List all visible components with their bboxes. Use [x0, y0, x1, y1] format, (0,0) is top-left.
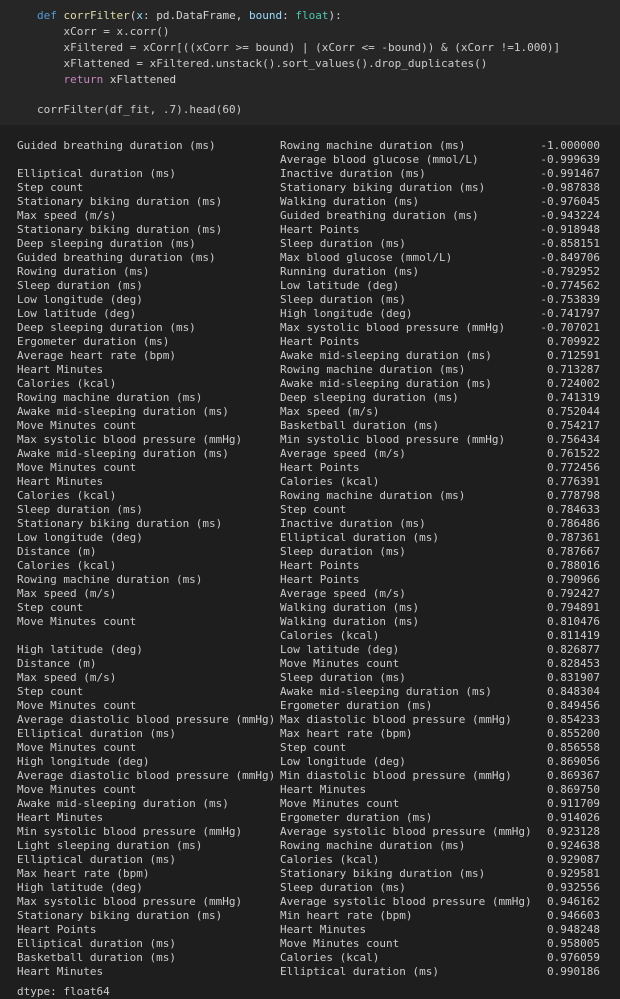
row-value: 0.794891 — [547, 601, 600, 614]
row-index-a: Awake mid-sleeping duration (ms) — [17, 797, 229, 810]
row-value: 0.929087 — [547, 853, 600, 866]
row-index-a: Stationary biking duration (ms) — [17, 223, 223, 236]
row-index-b: Rowing machine duration (ms) — [280, 489, 466, 502]
row-index-b: Heart Points — [280, 559, 360, 572]
row-index-a: Light sleeping duration (ms) — [17, 839, 203, 852]
row-index-b: Walking duration (ms) — [280, 195, 420, 208]
row-index-b: Move Minutes count — [280, 937, 400, 950]
row-value: 0.948248 — [547, 923, 600, 936]
row-value: 0.787361 — [547, 531, 600, 544]
row-index-a: Heart Minutes — [17, 475, 104, 488]
row-index-b: Awake mid-sleeping duration (ms) — [280, 685, 492, 698]
row-value: 0.946162 — [547, 895, 600, 908]
row-value: 0.855200 — [547, 727, 600, 740]
row-index-a: Max heart rate (bpm) — [17, 867, 150, 880]
row-index-a: High latitude (deg) — [17, 643, 143, 656]
row-index-b: Sleep duration (ms) — [280, 293, 406, 306]
row-index-b: Min diastolic blood pressure (mmHg) — [280, 769, 512, 782]
row-value: 0.932556 — [547, 881, 600, 894]
row-index-b: Low latitude (deg) — [280, 279, 400, 292]
row-value: 0.811419 — [547, 629, 600, 642]
row-value: 0.914026 — [547, 811, 600, 824]
row-index-b: Ergometer duration (ms) — [280, 811, 433, 824]
row-index-b: Min heart rate (bpm) — [280, 909, 413, 922]
row-index-a: Elliptical duration (ms) — [17, 167, 176, 180]
row-index-a: Heart Minutes — [17, 363, 104, 376]
row-value: -0.792952 — [540, 265, 600, 278]
code-line-6: corrFilter(df_fit, .7).head(60) — [37, 103, 243, 116]
row-value: 0.869367 — [547, 769, 600, 782]
row-index-b: Deep sleeping duration (ms) — [280, 391, 459, 404]
row-value: 0.924638 — [547, 839, 600, 852]
code-line-2: xCorr = x.corr() — [37, 25, 170, 38]
row-index-a: Calories (kcal) — [17, 559, 117, 572]
row-value: 0.849456 — [547, 699, 600, 712]
row-value: 0.776391 — [547, 475, 600, 488]
row-index-b: Rowing machine duration (ms) — [280, 139, 466, 152]
row-index-a: Max speed (m/s) — [17, 671, 117, 684]
row-value: 0.976059 — [547, 951, 600, 964]
row-value: 0.848304 — [547, 685, 600, 698]
row-index-a: Awake mid-sleeping duration (ms) — [17, 405, 229, 418]
row-value: 0.826877 — [547, 643, 600, 656]
row-value: -0.849706 — [540, 251, 600, 264]
row-index-a: Rowing machine duration (ms) — [17, 391, 203, 404]
row-value: 0.929581 — [547, 867, 600, 880]
row-index-a: Guided breathing duration (ms) — [17, 251, 216, 264]
row-value: 0.712591 — [547, 349, 600, 362]
row-index-b: Max systolic blood pressure (mmHg) — [280, 321, 506, 334]
row-index-b: Inactive duration (ms) — [280, 517, 426, 530]
row-index-a: Step count — [17, 601, 84, 614]
row-index-b: Max heart rate (bpm) — [280, 727, 413, 740]
row-value: -0.918948 — [540, 223, 600, 236]
row-index-b: Move Minutes count — [280, 797, 400, 810]
row-index-b: Step count — [280, 503, 347, 516]
row-value: 0.724002 — [547, 377, 600, 390]
row-value: 0.709922 — [547, 335, 600, 348]
row-value: -0.999639 — [540, 153, 600, 166]
row-index-a: Step count — [17, 685, 84, 698]
row-index-b: Heart Points — [280, 461, 360, 474]
row-value: -0.987838 — [540, 181, 600, 194]
row-index-b: Elliptical duration (ms) — [280, 531, 439, 544]
row-index-b: Heart Points — [280, 335, 360, 348]
row-index-b: Guided breathing duration (ms) — [280, 209, 479, 222]
row-index-b: Sleep duration (ms) — [280, 671, 406, 684]
row-value: 0.911709 — [547, 797, 600, 810]
row-value: -0.858151 — [540, 237, 600, 250]
row-value: 0.772456 — [547, 461, 600, 474]
row-index-b: Calories (kcal) — [280, 475, 380, 488]
row-index-a: Average diastolic blood pressure (mmHg) — [17, 769, 276, 782]
row-index-a: Heart Points — [17, 923, 97, 936]
row-index-a: Low latitude (deg) — [17, 307, 137, 320]
row-value: 0.792427 — [547, 587, 600, 600]
row-index-b: Average systolic blood pressure (mmHg) — [280, 825, 532, 838]
row-index-a: Average heart rate (bpm) — [17, 349, 176, 362]
row-value: 0.713287 — [547, 363, 600, 376]
row-index-a: Move Minutes count — [17, 741, 137, 754]
row-value: 0.784633 — [547, 503, 600, 516]
row-value: 0.869750 — [547, 783, 600, 796]
row-index-b: Sleep duration (ms) — [280, 545, 406, 558]
row-value: -0.707021 — [540, 321, 600, 334]
row-index-a: Low longitude (deg) — [17, 293, 143, 306]
row-index-a: Sleep duration (ms) — [17, 503, 143, 516]
row-index-b: Heart Points — [280, 573, 360, 586]
row-index-b: Step count — [280, 741, 347, 754]
row-index-a: Awake mid-sleeping duration (ms) — [17, 447, 229, 460]
output-area — [0, 125, 620, 998]
row-value: 0.958005 — [547, 937, 600, 950]
row-index-b: Sleep duration (ms) — [280, 881, 406, 894]
row-value: 0.946603 — [547, 909, 600, 922]
row-index-a: Move Minutes count — [17, 699, 137, 712]
row-index-b: Awake mid-sleeping duration (ms) — [280, 349, 492, 362]
row-index-b: Running duration (ms) — [280, 265, 420, 278]
row-index-b: Average blood glucose (mmol/L) — [280, 153, 479, 166]
row-value: 0.786486 — [547, 517, 600, 530]
row-index-b: Move Minutes count — [280, 657, 400, 670]
row-index-b: Average systolic blood pressure (mmHg) — [280, 895, 532, 908]
row-value: 0.831907 — [547, 671, 600, 684]
row-value: 0.869056 — [547, 755, 600, 768]
row-index-a: Max speed (m/s) — [17, 209, 117, 222]
row-index-a: Move Minutes count — [17, 615, 137, 628]
row-value: 0.810476 — [547, 615, 600, 628]
row-index-b: Max speed (m/s) — [280, 405, 380, 418]
row-index-a: Ergometer duration (ms) — [17, 335, 170, 348]
row-index-a: Elliptical duration (ms) — [17, 853, 176, 866]
row-index-a: Elliptical duration (ms) — [17, 937, 176, 950]
row-index-b: Inactive duration (ms) — [280, 167, 426, 180]
row-index-b: Stationary biking duration (ms) — [280, 867, 486, 880]
dtype-label: dtype: float64 — [17, 985, 110, 998]
row-value: 0.923128 — [547, 825, 600, 838]
row-index-b: Low latitude (deg) — [280, 643, 400, 656]
row-index-b: Heart Minutes — [280, 923, 367, 936]
row-index-a: High latitude (deg) — [17, 881, 143, 894]
row-value: 0.754217 — [547, 419, 600, 432]
row-index-b: Walking duration (ms) — [280, 601, 420, 614]
row-index-a: Min systolic blood pressure (mmHg) — [17, 825, 243, 838]
row-value: -0.976045 — [540, 195, 600, 208]
row-index-a: Sleep duration (ms) — [17, 279, 143, 292]
row-index-a: Heart Minutes — [17, 811, 104, 824]
row-value: -0.774562 — [540, 279, 600, 292]
row-value: 0.790966 — [547, 573, 600, 586]
row-index-b: Average speed (m/s) — [280, 447, 406, 460]
row-index-a: Step count — [17, 181, 84, 194]
row-index-b: Min systolic blood pressure (mmHg) — [280, 433, 506, 446]
row-index-b: Stationary biking duration (ms) — [280, 181, 486, 194]
row-index-a: Rowing machine duration (ms) — [17, 573, 203, 586]
row-value: -0.741797 — [540, 307, 600, 320]
row-index-b: Ergometer duration (ms) — [280, 699, 433, 712]
row-value: 0.856558 — [547, 741, 600, 754]
row-index-a: Move Minutes count — [17, 419, 137, 432]
row-value: 0.741319 — [547, 391, 600, 404]
row-index-a: Move Minutes count — [17, 783, 137, 796]
row-index-b: Max diastolic blood pressure (mmHg) — [280, 713, 512, 726]
row-index-b: Awake mid-sleeping duration (ms) — [280, 377, 492, 390]
row-index-a: Heart Minutes — [17, 965, 104, 978]
row-value: 0.761522 — [547, 447, 600, 460]
row-index-a: High longitude (deg) — [17, 755, 150, 768]
row-index-a: Low longitude (deg) — [17, 531, 143, 544]
row-index-a: Stationary biking duration (ms) — [17, 909, 223, 922]
row-index-a: Average diastolic blood pressure (mmHg) — [17, 713, 276, 726]
code-line-3: xFiltered = xCorr[((xCorr >= bound) | (xCorr <= -bound)) & (xCorr !=1.000)] — [37, 41, 561, 54]
code-line-5: return xFlattened — [37, 73, 177, 86]
row-index-a: Deep sleeping duration (ms) — [17, 237, 196, 250]
row-index-a: Basketball duration (ms) — [17, 951, 176, 964]
row-index-a: Stationary biking duration (ms) — [17, 195, 223, 208]
row-index-b: Calories (kcal) — [280, 951, 380, 964]
row-index-a: Stationary biking duration (ms) — [17, 517, 223, 530]
row-value: -0.991467 — [540, 167, 600, 180]
row-index-a: Calories (kcal) — [17, 377, 117, 390]
row-index-a: Elliptical duration (ms) — [17, 727, 176, 740]
row-index-a: Calories (kcal) — [17, 489, 117, 502]
row-value: 0.990186 — [547, 965, 600, 978]
row-index-b: Max blood glucose (mmol/L) — [280, 251, 453, 264]
row-index-b: Low longitude (deg) — [280, 755, 406, 768]
row-index-b: Walking duration (ms) — [280, 615, 420, 628]
row-index-b: Basketball duration (ms) — [280, 419, 439, 432]
row-index-b: Rowing machine duration (ms) — [280, 839, 466, 852]
row-value: -1.000000 — [540, 139, 600, 152]
row-value: 0.778798 — [547, 489, 600, 502]
row-index-b: Sleep duration (ms) — [280, 237, 406, 250]
code-cell[interactable] — [0, 0, 620, 125]
row-index-a: Distance (m) — [17, 545, 97, 558]
row-value: 0.756434 — [547, 433, 600, 446]
row-index-b: Heart Minutes — [280, 783, 367, 796]
row-index-b: Average speed (m/s) — [280, 587, 406, 600]
row-value: -0.943224 — [540, 209, 600, 222]
row-index-b: High longitude (deg) — [280, 307, 413, 320]
row-index-a: Max systolic blood pressure (mmHg) — [17, 895, 243, 908]
row-value: 0.752044 — [547, 405, 600, 418]
row-index-a: Move Minutes count — [17, 461, 137, 474]
code-line-4: xFlattened = xFiltered.unstack().sort_values().drop_duplicates() — [37, 57, 488, 70]
row-value: 0.788016 — [547, 559, 600, 572]
row-value: 0.828453 — [547, 657, 600, 670]
row-index-b: Calories (kcal) — [280, 853, 380, 866]
row-value: 0.787667 — [547, 545, 600, 558]
row-index-b: Calories (kcal) — [280, 629, 380, 642]
row-index-b: Heart Points — [280, 223, 360, 236]
row-value: 0.854233 — [547, 713, 600, 726]
row-index-b: Elliptical duration (ms) — [280, 965, 439, 978]
row-index-a: Distance (m) — [17, 657, 97, 670]
row-index-b: Rowing machine duration (ms) — [280, 363, 466, 376]
code-line-1: def corrFilter(x: pd.DataFrame, bound: float): — [37, 9, 342, 22]
row-index-a: Deep sleeping duration (ms) — [17, 321, 196, 334]
row-value: -0.753839 — [540, 293, 600, 306]
row-index-a: Max speed (m/s) — [17, 587, 117, 600]
row-index-a: Rowing duration (ms) — [17, 265, 150, 278]
row-index-a: Max systolic blood pressure (mmHg) — [17, 433, 243, 446]
row-index-a: Guided breathing duration (ms) — [17, 139, 216, 152]
